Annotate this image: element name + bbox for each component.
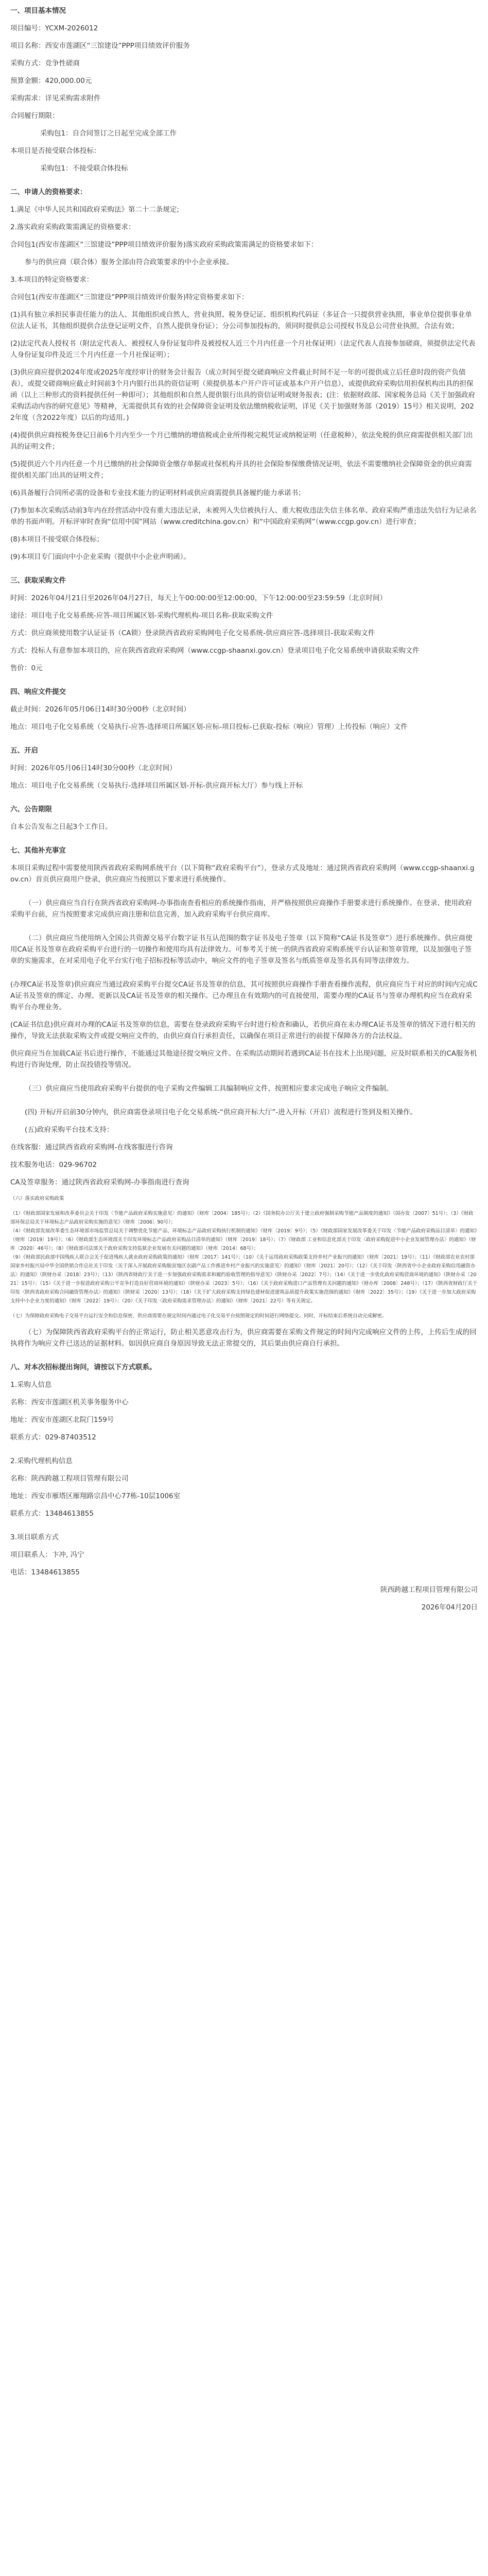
submission-deadline: 截止时间：2026年05月06日14时30分00秒（北京时间） — [10, 705, 190, 714]
qualification-1: (1)具有独立承担民事责任能力的法人、其他组织或自然人，营业执照、税务登记证、组织机构代码证（多证合一只提供营业执照，事业单位提供事业单位法人证书，其他组织提供合法登记证明文件，自然人提供身份证）；分公司参加投标的，须同时提供总公司授权书及总公司营业执照，合法有效； — [10, 311, 472, 330]
consortium-question: 本项目是否接受联合体投标： — [10, 147, 101, 155]
requirement-2: 2.落实政府采购政策需满足的资格要求： — [10, 223, 135, 231]
policy-paragraph: （9）《财政部民政部中国残疾人联合会关于促进残疾人就业政府采购政策的通知》（财库〔2017〕141号）；（10）《关于运用政府采购政策支持乡村产业振兴的通知》（财库〔2021〕19号）；（11）《财政部农业农村部国家乡村振兴局中华全国供销合作总社关于印发〈关于深入开展政府采购脱贫地区农副产品工作推进乡村产业振兴的实施意见〉的通知》（财库〔2021〕20号）；（12）《关于印发〈陕西省中小企业政府采购信用融资办法〉的通知》（陕财办采〔2018〕23号）；（13）《陕西省财政厅关于进一步加强政府采购需求和履约验收管理的指导意见》（陕财办采〔2022〕7号）；（14）《关于进一步优化政府采购营商环境的通知》（陕财办采〔2021〕15号）；（15）《关于进一步促进政府采购公平竞争打造良好营商环境的通知》（陕财办采〔2023〕5号）；（16）《关于政府采购进口产品管理有关问题的通知》（财办库〔2008〕248号）；（17）《陕西省财政厅关于印发〈陕西省政府采购合同融资管理办法〉的通知》（陕财采〔2020〕13号）；（18）《关于扩大政府采购支持绿色建材促进建筑品质提升政策实施范围的通知》（财库〔2022〕35号）；（19）《关于进一步加大政府采购支持中小企业力度的通知》（财库〔2022〕19号）；（20）《关于印发〈政府采购需求管理办法〉的通知》（财库〔2021〕22号）等有关规定。 — [10, 1255, 478, 1304]
purchaser-phone: 联系方式：029-87403512 — [10, 1433, 96, 1442]
qualification-4: (4)提供供应商按税务登记日前6个月内至少一个月已缴纳的增值税或企业所得税完税凭证或纳税证明（任意税种），依法免税的供应商需提供相关部门出具的证明文件； — [10, 431, 473, 451]
supplement-3: （三）供应商应当使用政府采购平台提供的电子采购文件编辑工具编制响应文件，按照相应要求完成电子响应文件编制。 — [25, 1084, 393, 1093]
submission-place: 地点：项目电子化交易系统（交易执行-应答-选择项目所属区划-应标-项目投标-已获取-投标（响应）管理）上传投标（响应）文件 — [10, 723, 408, 731]
agency-phone: 联系方式：13484613855 — [10, 1510, 94, 1518]
announcement-period: 自本公告发布之日起3个工作日。 — [10, 823, 112, 831]
contract-period-label: 合同履行期限： — [10, 112, 59, 120]
requirement-3: 3.本项目的特定资格要求： — [10, 276, 94, 284]
acquire-note: 方式：投标人有意参加本项目的，应在陕西省政府采购网（www.ccgp-shaanxi.gov.cn）登录项目电子化交易系统申请获取采购文件 — [10, 647, 420, 655]
supplement-7: （七）为保障陕西省政府采购平台的正常运行，防止相关恶意攻击行为，供应商需要在采购文件规定的时间内完成响应文件的上传，上传后生成的回执将作为响应文件已送达的证据材料。如因供应商自身原因导致无法正常提交的，其后果由供应商自行承担。 — [10, 1328, 477, 1348]
issue-date: 2026年04月20日 — [421, 1603, 478, 1612]
policy-paragraph: （七）为保障政府采购电子交易平台运行安全和信息保密，供应商需要在规定时间内通过电子化交易平台按照规定的时间进行网络提交。同时，开标结束后系统自动完成解密。 — [10, 1313, 387, 1319]
qualification-6: (6)具备履行合同所必需的设备和专业技术能力的证明材料或供应商需提供具备履约能力承诺书； — [10, 489, 305, 497]
purchaser-heading: 1.采购人信息 — [10, 1381, 52, 1389]
package-1-consortium: 采购包1：不接受联合体投标 — [40, 164, 128, 173]
section-3-heading: 三、获取采购文件 — [10, 577, 66, 585]
section-5-heading: 五、开启 — [10, 747, 38, 755]
supplement-5: (五)政府采购平台技术支持： — [25, 1126, 114, 1134]
support-online: 在线客服：通过陕西省政府采购网-在线客服进行咨询 — [10, 1143, 173, 1151]
qualification-5: (5)提供近六个月内任意一个月已缴纳的社会保障资金缴存单据或社保机构开具的社会保险参保缴费情况证明，依法不需要缴纳社会保障资金的供应商需提供相关部门出具的证明文件； — [10, 460, 472, 480]
budget-amount: 预算金额：420,000.00元 — [10, 77, 92, 85]
issuer-signature: 陕西跨越工程项目管理有限公司 — [380, 1586, 478, 1594]
requirement-3-detail: 合同包1(西安市莲湖区“三馆建设”PPP项目绩效评价服务)特定资格要求如下： — [10, 293, 249, 301]
section-6-heading: 六、公告期限 — [10, 805, 52, 814]
supplement-ca-load: 供应商应当在加载CA证书后进行操作，不能通过其他途径提交响应文件。在采购活动期间若遇到CA证书在技术上出现问题，应及时联系相关的CA服务机构进行咨询处理，防止误投错投等情况。 — [10, 1049, 477, 1069]
project-contact-person: 项目联系人：卞冲, 冯宁 — [10, 1551, 84, 1559]
opening-place: 地点：项目电子化交易系统（交易执行-选择项目所属区划-开标-供应商开标大厅）参与线上开标 — [10, 782, 303, 790]
requirement-1: 1.满足《中华人民共和国政府采购法》第二十二条规定; — [10, 206, 179, 214]
purchaser-name: 名称：西安市莲湖区机关事务服务中心 — [10, 1398, 129, 1406]
project-number: 项目编号：YCXM-2026012 — [10, 24, 98, 32]
policy-fine-print — [10, 1194, 478, 1320]
acquire-route: 途径：项目电子化交易系统-应答-项目所属区划-采购代理机构-项目名称-获取采购文件 — [10, 612, 273, 620]
project-contact-heading: 3.项目联系方式 — [10, 1533, 59, 1541]
requirement-2-detail: 合同包1(西安市莲湖区“三馆建设”PPP项目绩效评价服务)落实政府采购政策需满足的资格要求如下： — [10, 241, 318, 249]
requirement-2-sme: 参与的供应商（联合体）服务全部由符合政策要求的中小企业承接。 — [25, 258, 233, 266]
platform-intro: 本项目采购过程中需要使用陕西省政府采购网系统平台（以下简称“政府采购平台”），登录方式及地址：通过陕西省政府采购网（www.ccgp-shaanxi.gov.cn）首页供应商用户登录，供应商应当按照以下要求进行系统操作。 — [10, 864, 475, 884]
agency-name: 名称：陕西跨越工程项目管理有限公司 — [10, 1475, 129, 1483]
supplement-ca-info: (CA证书信息)供应商对办理的CA证书及签章的信息，需要在登录政府采购平台时进行检查和确认，若供应商在未办理CA证书及签章的情况下进行相关的操作，导致无法获取采购文件或提交响应文件的，由供应商自行承担责任，以确保在项目正常进行的前提下保障各方的合法权益。 — [10, 1021, 476, 1040]
supplement-1: （一）供应商应当自行在陕西省政府采购网-办事指南查看相应的系统操作指南，并严格按照供应商操作手册要求进行系统操作。在登录、使用政府采购平台前，应当按照要求完成供应商注册和信息完善，加入政府采购平台供应商库。 — [10, 899, 472, 919]
purchaser-address: 地址：西安市莲湖区北院门159号 — [10, 1416, 114, 1424]
procurement-method: 采购方式：竞争性磋商 — [10, 59, 80, 67]
agency-address: 地址：西安市雁塔区雁翔路宗昌中心77栋-10层1006室 — [10, 1492, 181, 1500]
supplement-4: (四) 开标/开启前30分钟内，供应商需登录项目电子化交易系统-“供应商开标大厅”-进入开标（开启）流程进行签到及相关操作。 — [25, 1108, 417, 1116]
support-ca: CA及签章服务：通过陕西省政府采购网-办事指南进行查询 — [10, 1178, 189, 1187]
agency-heading: 2.采购代理机构信息 — [10, 1457, 73, 1465]
package-1-period: 采购包1：自合同签订之日起至完成全部工作 — [40, 129, 177, 138]
qualification-2: (2)法定代表人授权书（附法定代表人、被授权人身份证复印件及被授权人近三个月内任意一个月社保证明）（法定代表人直接参加磋商，须提供法定代表人身份证复印件及近三个月内任意一个月社保证明）； — [10, 340, 476, 359]
section-7-heading: 七、其他补充事宜 — [10, 846, 66, 855]
support-phone: 技术服务电话：029-96702 — [10, 1161, 97, 1169]
qualification-9: (9)本项目专门面向中小企业采购（提供中小企业声明函）。 — [10, 553, 190, 561]
project-contact-phone: 电话：13484613855 — [10, 1568, 80, 1577]
acquire-method: 方式：供应商须使用数字认证证书（CA锁）登录陕西省政府采购网电子化交易系统-供应商应答-选择项目-获取采购文件 — [10, 629, 375, 637]
qualification-3: (3)供应商应提供2024年度或2025年度经审计的财务会计报告（成立时间至提交磋商响应文件截止时间不足一年的可提供成立后任意时段的资产负债表），或提交磋商响应截止时间前3个月内银行出具的资信证明（须提供基本户开户许可证或基本户开户信息），或提供政府采购信用担保机构出具的担保函（以上三种形式的资料提供任何一种即可）；其他组织和自然人提供银行出具的资信证明或财务报表；(注：依据财政部、国家税务总局《关于加强政府采购活动内容的研究意见》等精神，无需提供其有效的社会保障资金证明及依法缴纳税收证明，详见《关于加强财务部（2019）15号》相关说明，2022年度（含2022年度）以后的均适用。) — [10, 368, 476, 422]
qualification-7: (7)参加本次采购活动前3年内在经营活动中没有重大违法记录，未被列入失信被执行人、重大税收违法失信主体名单、政府采购严重违法失信行为记录名单的书面声明。开标评审时查询“信用中国”网站（www.creditchina.gov.cn）和“中国政府采购网”（www.ccgp.gov.cn）进行审查； — [10, 506, 477, 526]
policy-title: （六）落实政府采购政策 — [10, 1196, 64, 1201]
acquire-time: 时间：2026年04月21日至2026年04月27日，每天上午00:00:00至12:00:00，下午12:00:00至23:59:59（北京时间） — [10, 594, 387, 602]
project-name: 项目名称：西安市莲湖区“三馆建设”PPP项目绩效评价服务 — [10, 42, 190, 50]
policy-paragraph: （1）《财政部国家发展和改革委员会关于印发〈节能产品政府采购实施意见〉的通知》（财库〔2004〕185号）；（2）《国务院办公厅关于建立政府强制采购节能产品制度的通知》（国办发〔2007〕51号）；（3）《财政部环保总局关于环境标志产品政府采购实施的意见》（财库〔2006〕90号）； — [10, 1211, 474, 1225]
section-4-heading: 四、响应文件提交 — [10, 688, 66, 696]
policy-paragraph: （4）《财政部发展改革委生态环境部市场监管总局关于调整优化节能产品、环境标志产品政府采购执行机制的通知》（财库〔2019〕9号）；（5）《财政部国家发展改革委关于印发〈节能产品政府采购品目清单〉的通知》（财库〔2019〕19号）；（6）《财政部生态环境部关于印发环境标志产品政府采购品目清单的通知》（财库〔2019〕18号）；（7）《财政部 工业和信息化部关于印发〈政府采购促进中小企业发展管理办法〉的通知》（财库〔2020〕46号）；（8）《财政部司法部关于政府采购支持监狱企业发展有关问题的通知》（财库〔2014〕68号）； — [10, 1228, 477, 1251]
supplement-2: （二）供应商应当使用纳入全国公共资源交易平台数字证书互认范围的数字证书及电子签章（以下简称“CA证书及签章”）进行系统操作。供应商使用CA证书及签章在政府采购平台进行的一切操作和使用均具有法律效力。可参考关于统一的陕西省政府采购系统平台认证和签章管理，以及加强电子签章的实施需求，在对采用电子化平台实行电子招标投标等活动中，响应文件的电子签章及签名与纸质签章及签名具有同等法律效力。 — [10, 934, 473, 965]
procurement-requirements: 采购需求：详见采购需求附件 — [10, 94, 101, 103]
section-2-heading: 二、申请人的资格要求： — [10, 188, 87, 196]
document-price: 售价：0元 — [10, 664, 43, 672]
section-1-heading: 一、项目基本情况 — [10, 7, 66, 15]
qualification-8: (8)本项目不接受联合体投标； — [10, 535, 104, 544]
section-8-heading: 八、对本次招标提出询问，请按以下方式联系。 — [10, 1363, 156, 1371]
opening-time: 时间：2026年05月06日14时30分00秒（北京时间） — [10, 764, 177, 772]
supplement-ca-handling: (办理CA证书及签章)供应商应当通过政府采购平台提交CA证书及签章的信息，其可按照供应商操作手册查看操作流程，供应商应当于对应的时间内完成CA证书及签章的绑定、办理、更新以及CA证书及签章的相关操作。已办理且在有效期内的可直接使用，需要办理的CA证书与签章办理机构应当在政府采购平台办理业务。 — [10, 980, 478, 1011]
